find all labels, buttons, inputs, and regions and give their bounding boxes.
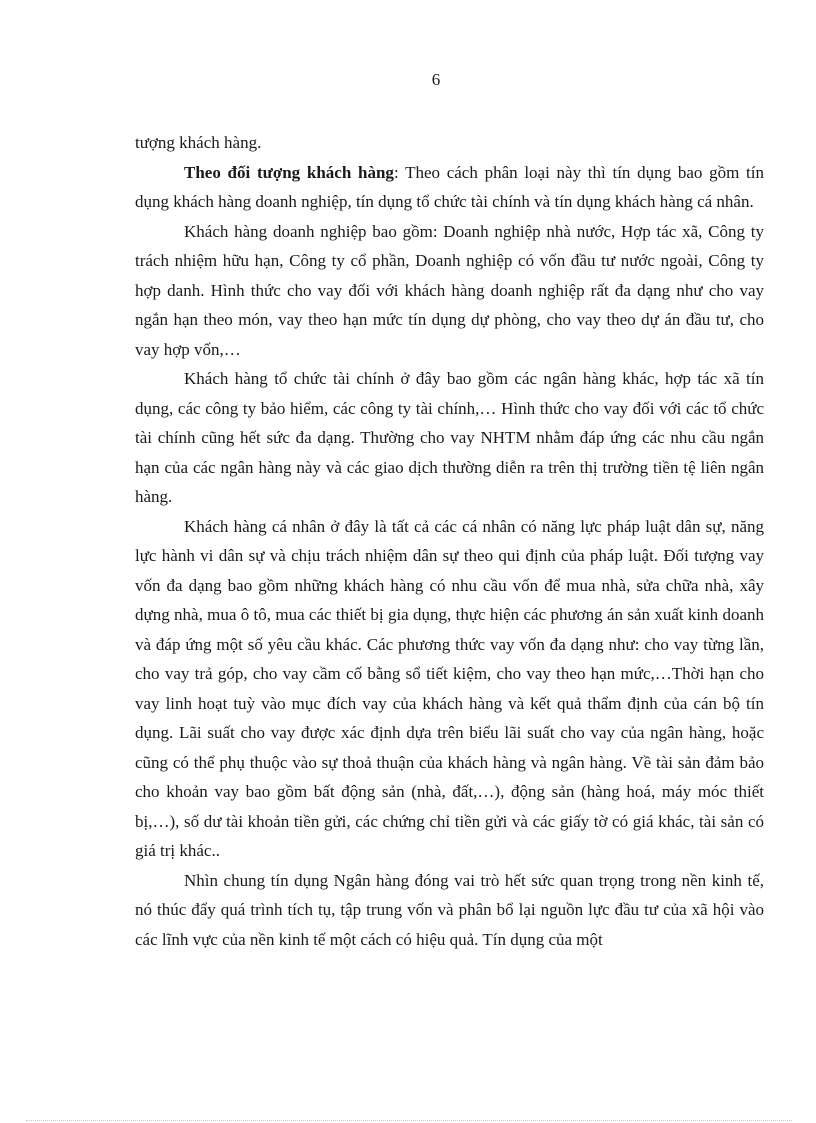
document-body: [135, 128, 764, 954]
paragraph-summary: [135, 866, 764, 955]
paragraph-text: tượng khách hàng.: [135, 133, 262, 152]
paragraph-lead-heading: Theo đối tượng khách hàng: [184, 162, 394, 182]
paragraph-continuation: [135, 128, 764, 158]
page-bottom-divider: [26, 1120, 792, 1121]
paragraph-text: Khách hàng doanh nghiệp bao gồm: Doanh nghiệp nhà nước, Hợp tác xã, Công ty trách nhiệm hữu hạn, Công ty cổ phần, Doanh nghiệp có vốn đầu tư nước ngoài, Công ty hợp danh. Hình thức cho vay đối với khách hàng doanh nghiệp rất đa dạng như cho vay ngắn hạn theo món, vay theo hạn mức tín dụng dự phòng, cho vay theo dự án đầu tư, cho vay hợp vốn,…: [135, 221, 764, 359]
paragraph-individual-customers: [135, 512, 764, 866]
paragraph-text: Khách hàng tổ chức tài chính ở đây bao gồm các ngân hàng khác, hợp tác xã tín dụng, các công ty bảo hiểm, các công ty tài chính,… Hình thức cho vay đối với các tổ chức tài chính cũng hết sức đa dạng. Thường cho vay NHTM nhằm đáp ứng các nhu cầu ngắn hạn của các ngân hàng này và các giao dịch thường diễn ra trên thị trường tiền tệ liên ngân hàng.: [135, 369, 764, 506]
paragraph-financial-institutions: [135, 364, 764, 512]
paragraph-text: : Theo cách phân loại này thì tín dụng bao gồm tín dụng khách hàng doanh nghiệp, tín dụng tổ chức tài chính và tín dụng khách hàng cá nhân.: [135, 162, 764, 211]
paragraph-enterprise-customers: [135, 217, 764, 365]
paragraph-text: Khách hàng cá nhân ở đây là tất cả các cá nhân có năng lực pháp luật dân sự, năng lực hành vi dân sự và chịu trách nhiệm dân sự theo qui định của pháp luật. Đối tượng vay vốn đa dạng bao gồm những khách hàng có nhu cầu vốn để mua nhà, sửa chữa nhà, xây dựng nhà, mua ô tô, mua các thiết bị gia dụng, thực hiện các phương án sản xuất kinh doanh và đáp ứng một số yêu cầu khác. Các phương thức vay vốn đa dạng như: cho vay từng lần, cho vay trả góp, cho vay cầm cố bằng sổ tiết kiệm, cho vay theo hạn mức,…Thời hạn cho vay linh hoạt tuỳ vào mục đích vay của khách hàng và kết quả thẩm định của cán bộ tín dụng. Lãi suất cho vay được xác định dựa trên biểu lãi suất cho vay của ngân hàng, hoặc cũng có thể phụ thuộc vào sự thoả thuận của khách hàng và ngân hàng. Về tài sản đảm bảo cho khoản vay bao gồm bất động sản (nhà, đất,…), động sản (hàng hoá, máy móc thiết bị,…), số dư tài khoản tiền gửi, các chứng chỉ tiền gửi và các giấy tờ có giá khác, tài sản có giá trị khác..: [135, 516, 764, 860]
paragraph-text: Nhìn chung tín dụng Ngân hàng đóng vai trò hết sức quan trọng trong nền kinh tế, nó thúc đẩy quá trình tích tụ, tập trung vốn và phân bổ lại nguồn lực đầu tư của xã hội vào các lĩnh vực của nền kinh tế một cách có hiệu quả. Tín dụng của một: [135, 870, 764, 949]
paragraph-customer-classification: [135, 158, 764, 217]
page-number: 6: [431, 70, 441, 89]
